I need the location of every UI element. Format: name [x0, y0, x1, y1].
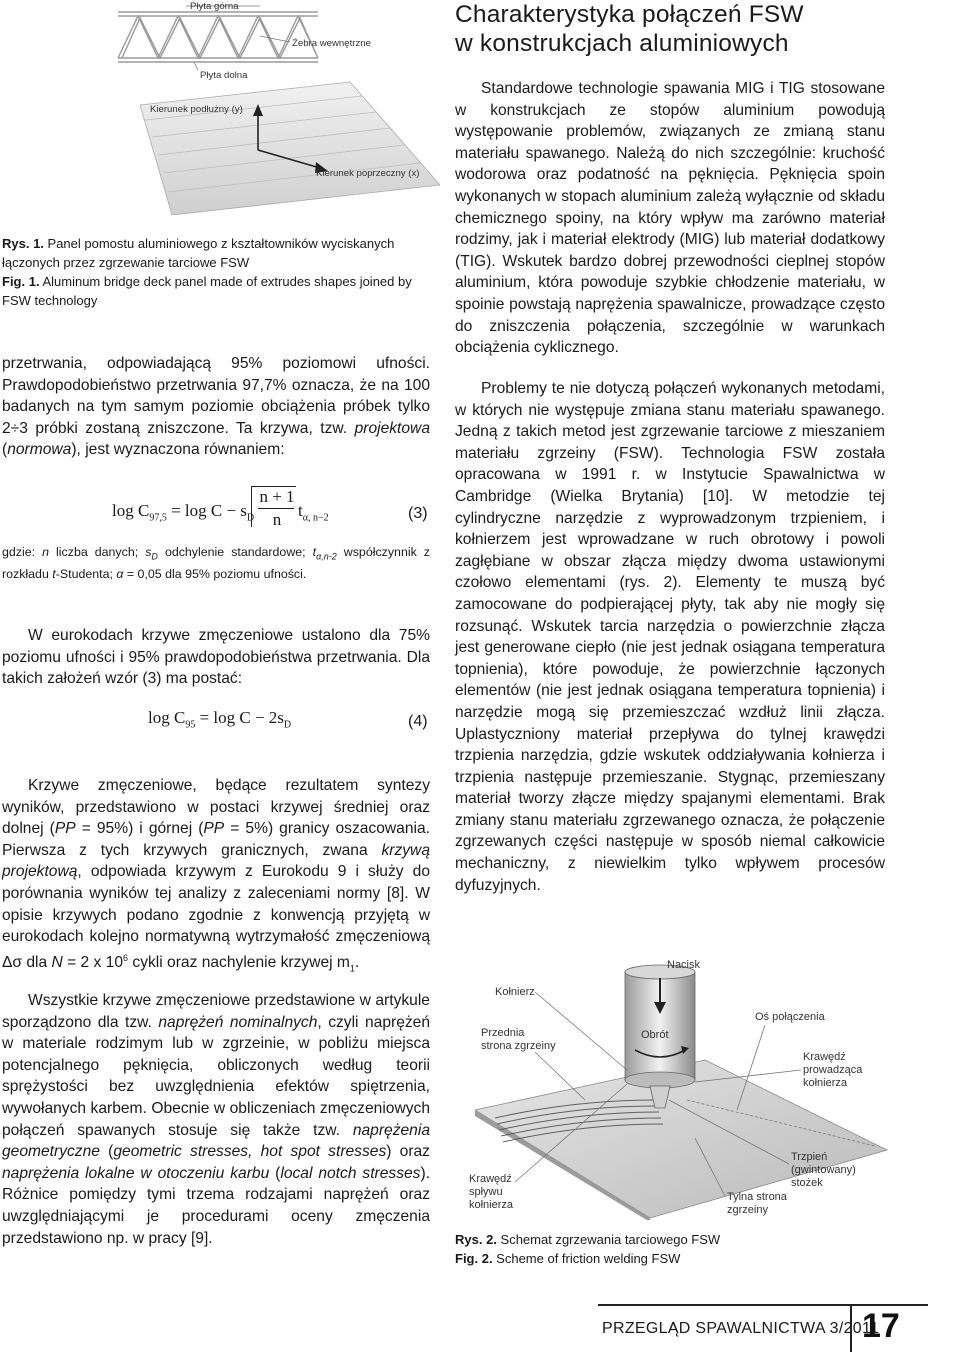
label-kolnierz: Kołnierz [495, 986, 535, 998]
truss-panel [118, 12, 318, 62]
eq-text: = log C − s [166, 501, 247, 520]
caption-en-number: Fig. 1. [2, 274, 40, 289]
paragraph [2, 775, 430, 980]
text-run: ( [2, 441, 8, 459]
text-run: Krzywe zmęczeniowe, będące rezultatem syntezy wyników, przedstawiono w postaci krzywej średniej oraz dolnej ( [2, 777, 430, 838]
italic-run: PP [203, 820, 225, 838]
italic-run: D [151, 551, 158, 562]
caption-pl-number: Rys. 2. [455, 1232, 497, 1247]
text-run: = 0,05 dla 95% poziomu ufności. [123, 567, 307, 582]
eq3-frac-num: n + 1 [259, 487, 295, 506]
caption-pl-text: Panel pomostu aluminiowego z kształtowników wyciskanych łączonych przez zgrzewanie tarciowe FSW [2, 236, 395, 270]
paragraph [2, 353, 430, 461]
equation-3-number: (3) [408, 505, 428, 522]
eq-sub: D [246, 512, 255, 524]
label-krawedz-1: Krawędź [803, 1051, 846, 1063]
paragraph [2, 990, 430, 1249]
italic-run: α,n-2 [316, 551, 337, 562]
page-number: 17 [862, 1307, 900, 1345]
label-obrot: Obrót [641, 1029, 669, 1041]
text-run: ). Różnice pomiędzy tymi trzema rodzajami naprężeń oraz uwzględniającymi je procedurami oceny zmęczenia przedstawiono np. w pracy [9]. [2, 1164, 430, 1247]
text-run: Wszystkie krzywe zmęczeniowe przedstawione w artykule sporządzono dla tzw. [2, 992, 430, 1031]
italic-run: naprężenia lokalne w otoczeniu karbu [2, 1164, 270, 1182]
text-run: cykli oraz nachylenie krzywej m [128, 953, 350, 971]
article-title [455, 0, 955, 58]
superscript: 6 [123, 952, 129, 963]
right-column-para-2 [455, 378, 885, 896]
italic-run: α [116, 567, 124, 582]
caption-en [2, 272, 434, 310]
eq-text: log C [148, 708, 186, 727]
left-column-para-3 [2, 775, 430, 980]
caption-en-text: Aluminum bridge deck panel made of extrudes shapes joined by FSW technology [2, 274, 412, 308]
eq3-lhs [112, 501, 254, 523]
equation-3 [112, 488, 432, 534]
italic-run: naprężenia geometryczne [2, 1121, 430, 1161]
left-column-para-4 [2, 990, 430, 1249]
equation-3-legend [2, 543, 430, 583]
title-line-2: w konstrukcjach aluminiowych [455, 30, 789, 57]
italic-run: geometric stresses, hot spot stresses [113, 1143, 387, 1161]
label-os: Oś połączenia [755, 1011, 825, 1023]
caption-pl-text: Schemat zgrzewania tarciowego FSW [496, 1232, 721, 1247]
label-trzpien-2: (gwintowany) [791, 1164, 856, 1176]
text-run: ( [269, 1164, 281, 1182]
caption-pl [455, 1230, 885, 1249]
label-splyw-1: Krawędź [469, 1173, 512, 1185]
italic-run: local notch stresses [280, 1164, 421, 1182]
text-run: . [354, 953, 360, 971]
italic-run: naprężeń nominalnych [158, 1013, 318, 1031]
label-krawedz-2: prowadząca [803, 1064, 863, 1076]
text-run: współczynnik z rozkładu [2, 545, 431, 582]
label-splyw-2: spływu [469, 1186, 503, 1198]
italic-run: N [51, 953, 63, 971]
eq-text: log C [112, 501, 150, 520]
caption-pl [2, 234, 434, 272]
eq-sub: D [283, 719, 292, 731]
figure-1-caption [2, 234, 434, 310]
right-column-para-1 [455, 78, 885, 359]
italic-run: PP [54, 820, 76, 838]
label-tylna-2: zgrzeiny [727, 1204, 768, 1216]
title-line-1: Charakterystyka połączeń FSW [455, 1, 804, 28]
italic-run: krzywą projektową [2, 841, 430, 881]
text-run: = 5%) granicy oszacowania. Pierwsza z tych krzywych granicznych, zwana [2, 820, 430, 859]
text-run: = 95%) i górnej ( [75, 820, 204, 838]
italic-run: n [42, 545, 50, 559]
italic-run: t [52, 567, 56, 582]
eq-text: = log C − 2s [195, 708, 284, 727]
text-run: liczba danych; [49, 545, 146, 559]
text-run: gdzie: [2, 545, 43, 559]
text-run: ) oraz [386, 1143, 430, 1161]
caption-pl-number: Rys. 1. [2, 236, 44, 251]
text-run: -Studenta; [55, 567, 117, 582]
equation-4-number: (4) [408, 713, 428, 730]
text-run: , odpowiada krzywym z Eurokodu 9 i służy do porównania wyników tej analizy z zaleceniami normy [8]. W opisie krzywych podano zgodnie z konwencją przyjętą w eurokodach kolejno normatywną wytrzymałość zmęczeniową Δσ dla [2, 863, 430, 971]
footer-rule [598, 1304, 850, 1306]
italic-run: t [312, 545, 317, 559]
eq-sub: α, n−2 [302, 512, 329, 524]
label-przednia-2: strona zgrzeiny [481, 1040, 556, 1052]
italic-run: projektowa [354, 419, 430, 437]
deck-slab [140, 82, 440, 215]
italic-run: s [145, 545, 152, 559]
equation-4 [148, 708, 291, 730]
eq3-t [298, 501, 329, 523]
figure-2-drawing [455, 950, 895, 1220]
text-run: = 2 x 10 [62, 953, 124, 971]
italic-run: normowa [7, 441, 72, 459]
label-trzpien-3: stożek [791, 1177, 823, 1189]
caption-en-number: Fig. 2. [455, 1251, 493, 1266]
paragraph: Standardowe technologie spawania MIG i TIG stosowane w konstrukcjach ze stopów aluminium powodują występowanie problemów, związanych ze zmianą stanu materiału spawanego. Należą do nich szczególnie: kruchość wodorowa oraz podatność na pęknięcia. Pęknięcia spoin wykonanych w stopach aluminium zależą wyłącznie od składu chemicznego spoiny, na który wpływ ma zarówno materiał rodzimy, jak i materiał elektrody (MIG) lub materiał dodatkowy (TIG). Wskutek bardzo dobrej przewodności cieplnej stopów aluminium, która powoduje szybkie chłodzenie materiału, w spoinie powstają naprężenia spawalnicze, prowadzące często do zniszczenia połączenia, szczególnie w warunkach obciążenia cyklicznego. [455, 80, 885, 357]
eq3-frac-den: n [272, 510, 282, 529]
figure-2-caption [455, 1230, 885, 1268]
text-run: ( [99, 1143, 114, 1161]
label-ribs: Żebra wewnętrzne [292, 38, 371, 49]
eq-sub: 97,5 [149, 512, 167, 524]
label-longitudinal: Kierunek podłużny (y) [150, 104, 243, 115]
label-trzpien-1: Trzpień [791, 1151, 828, 1163]
left-column-para-1 [2, 353, 430, 461]
caption-en [455, 1249, 885, 1268]
subscript: 1 [349, 963, 355, 974]
eq-text: t [298, 501, 303, 520]
paragraph: Problemy te nie dotyczą połączeń wykonanych metodami, w których nie występuje zmiana stanu materiału spawanego. Jedną z takich metod jest zgrzewanie tarciowe z mieszaniem materiału zgrzeiny (FSW). Technologia FSW została opracowana w 1991 r. w Instytucie Spawalnictwa w Cambridge (Wielka Brytania) [10]. W metodzie tej cylindryczne narzędzie z wyprowadzonym trzpieniem, i kołnierzem jest wprowadzane w ruch obrotowy i powoli zagłębiane w obszar złącza między dwoma ustawionymi czołowo elementami (rys. 2). Elementy te muszą być zamocowane do podpierającej płyty, tak aby nie mogły się rozsunąć. Wskutek tarcia narzędzia o powierzchnie złącza jest generowane ciepło (nie jest jednak osiągana temperatura topnienia), które powoduje, że powierzchnie łączonych elementów (nie jest jednak osiągana temperatura topnienia) i narzędzie mogą się przemieszczać wzdłuż linii złącza. Uplastyczniony materiał przepływa do tylnej krawędzi trzpienia narzędzia, gdzie wskutek oddziaływania kołnierza i trzpienia następuje przemieszanie. Stygnąc, przemieszany materiał tworzy złącze między spajanymi elementami. Brak zmiany stanu materiału zgrzewanego oznacza, że połączenie zgrzewanych części następuje w sposób niemal całkowicie mechaniczny, z niewielkim tylko wpływem procesów dyfuzyjnych. [455, 380, 885, 894]
label-krawedz-3: kołnierza [803, 1077, 848, 1089]
label-splyw-3: kołnierza [469, 1199, 514, 1211]
figure-1-drawing [110, 0, 440, 215]
label-bottom-plate: Płyta dolna [200, 70, 248, 81]
label-top-plate: Płyta górna [190, 1, 239, 12]
label-tylna-1: Tylna strona [727, 1191, 787, 1203]
text-run: odchylenie standardowe; [157, 545, 313, 559]
text-run: ), jest wyznaczona równaniem: [71, 441, 285, 459]
paragraph: W eurokodach krzywe zmęczeniowe ustalono dla 75% poziomu ufności i 95% prawdopodobieństwa przetrwania. Dla takich założeń wzór (3) ma postać: [2, 627, 430, 688]
caption-en-text: Scheme of friction welding FSW [492, 1251, 681, 1266]
label-przednia-1: Przednia [481, 1027, 525, 1039]
journal-name: PRZEGLĄD SPAWALNICTWA 3/2011 [602, 1320, 880, 1337]
eq-sub: 95 [185, 719, 196, 731]
text-run: , czyli naprężeń w materiale rodzimym lub w zgrzeinie, w pobliżu miejsca potencjalnego pęknięcia, obliczonych według teorii sprężystości bez uwzględnienia efektów spiętrzenia, wywołanych karbem. Obecnie w obliczeniach zmęczeniowych połączeń spawanych stosuje się także tzw. [2, 1013, 431, 1139]
label-nacisk: Nacisk [667, 959, 701, 971]
label-transverse: Kierunek poprzeczny (x) [316, 168, 420, 179]
bridge-deck-diagram [110, 0, 440, 215]
fsw-scheme-diagram [455, 950, 895, 1220]
text-run: przetrwania, odpowiadającą 95% poziomowi ufności. Prawdopodobieństwo przetrwania 97,7% oznacza, że na 100 badanych na tym samym poziomie obciążenia próbek tylko 2÷3 próbki zostaną zniszczone. Ta krzywa, tzw. [2, 355, 430, 437]
eq3-frac-bar [258, 508, 294, 509]
left-column-para-2 [2, 625, 430, 690]
